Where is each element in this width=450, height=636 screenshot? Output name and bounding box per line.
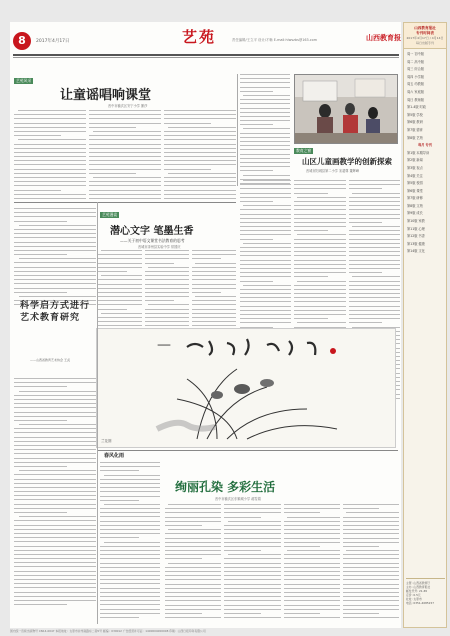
text-column (14, 110, 86, 200)
column-divider (97, 202, 98, 624)
sidebar-header (404, 23, 446, 49)
section-rule (98, 450, 398, 451)
story2-headline: 山区儿童画教学的创新探索 (302, 157, 392, 166)
classroom-photo-image (295, 75, 398, 144)
editor-line: 责任编辑/王立平 设计/才畅 E-mail:hlwszbs@163.com (232, 38, 318, 42)
newspaper-logo: 山西教育报 (366, 33, 401, 42)
story2-tag: 教育之窗 (296, 148, 312, 153)
story1-byline: 晋中市榆次区安宁小学 暴莎 (108, 104, 148, 108)
sidebar-footer-line: 主办: 山西教育报社 (406, 585, 431, 589)
text-column (164, 110, 236, 200)
story4-headline: 绚丽孔染 多彩生活 (175, 480, 276, 494)
text-column (343, 504, 399, 622)
text-column (192, 250, 236, 326)
issue-date: 2017年4月17日 (36, 39, 70, 44)
text-column (89, 110, 161, 200)
column-divider (237, 74, 238, 186)
sidebar-item: 第4版 关注 (407, 173, 423, 178)
sidebar-item: 周二 高中版 (407, 59, 424, 64)
story1-body-end (14, 378, 96, 618)
sidebar-note: 每日出版专刊 (415, 40, 434, 45)
sidebar-list (404, 49, 446, 258)
sidebar-dates: 2017年4月17日 / 4月14日 (406, 36, 444, 40)
sidebar-item: 第12版 书香 (407, 234, 425, 239)
sidebar-item: 第3版 视点 (407, 165, 423, 170)
sidebar-item: 第5版 校园 (407, 181, 423, 186)
sidebar-item: 第13版 健康 (407, 241, 425, 246)
sidebar-item: 周日 教师版 (407, 97, 424, 102)
sidebar-category: 每月 专刊 (418, 143, 432, 148)
text-column (98, 250, 142, 326)
story3-byline: 晋城市泽州县实验中学 常国庆 (138, 245, 181, 249)
sidebar-footer-line: 电话: 0351-4085157 (406, 601, 435, 605)
painting-caption: 兰花图 (101, 439, 112, 443)
text-column (165, 504, 221, 622)
section-rule (14, 202, 236, 203)
header-rule-thin (13, 57, 399, 58)
story3-headline: 潜心文字 笔墨生香 (110, 226, 194, 237)
sidebar-item: 第8版 艺苑 (407, 135, 423, 140)
page-footer: 国内统一连续出版物号 CN14-0047 本报地址：太原市并州南路东二巷5号 邮编：030012 广告经营许可证：1400004000008 印刷：山西日报印务有限公司 (10, 629, 206, 633)
sidebar-item: 周五 幼教版 (407, 82, 424, 87)
calligraphy-artwork (14, 292, 96, 372)
sidebar-item: 第8版 文苑 (407, 203, 423, 208)
story2-body-top (240, 74, 290, 186)
newspaper-page (10, 22, 401, 628)
sidebar-item: 第11版 心理 (407, 226, 425, 231)
text-column (284, 504, 340, 622)
page-number-badge: 8 (13, 32, 31, 50)
sidebar-item: 第6版 教研 (407, 120, 423, 125)
text-column (145, 250, 189, 326)
sidebar-schedule (403, 22, 447, 628)
sidebar-item: 周一 初中版 (407, 52, 424, 56)
sidebar-footer-line: 邮发代号: 21-65 (406, 589, 428, 593)
sidebar-item: 第14版 文化 (407, 249, 425, 254)
sidebar-footer-line: 社址: 太原市 (406, 597, 422, 601)
sidebar-title: 山西教育报社 (414, 26, 436, 30)
story2-byline: 晋城市阳城县第二小学 宋超尊 董辉峰 (306, 169, 360, 173)
sidebar-item: 第10版 家教 (407, 219, 425, 224)
story1-tag: 艺苑风采 (16, 78, 32, 83)
poem-body (100, 462, 160, 622)
sidebar-item: 第1-4版 时政 (407, 105, 426, 110)
text-column (224, 504, 280, 622)
calligraphy-author: ——山西省教育艺术协会 王贞 (30, 358, 70, 362)
svg-text:—: — (157, 337, 171, 353)
story3-body (98, 250, 236, 326)
sidebar-item: 第9版 成长 (407, 211, 423, 216)
text-column (14, 378, 96, 618)
text-column (240, 74, 290, 186)
header-rule (13, 54, 399, 56)
sidebar-footer-line: 主管: 山西省教育厅 (406, 581, 431, 585)
sidebar-subtitle: 专刊时间表 (416, 31, 434, 35)
classroom-photo (294, 74, 398, 144)
story4-byline: 晋中市榆次区东顺城小学 郝雪娟 (215, 497, 261, 501)
story3-subhead: ——关于初中语文课堂书法教育的思考 (120, 238, 185, 243)
sidebar-item: 周三 综合版 (407, 67, 424, 72)
sidebar-item: 第6版 课堂 (407, 188, 423, 193)
sidebar-item: 周四 小学版 (407, 74, 424, 79)
sidebar-footer-line: 定价: 0.5元 (406, 593, 421, 597)
story4-body (165, 504, 399, 622)
orchid-painting-image (97, 329, 396, 448)
poem-title: 春风化雨 (104, 453, 125, 459)
story1-body-top (14, 110, 236, 200)
text-column (100, 462, 160, 622)
story3-tag: 艺苑漫谈 (102, 212, 118, 217)
sidebar-item: 第7版 研修 (407, 196, 423, 201)
section-title: 艺苑 (182, 28, 217, 46)
sidebar-footer (406, 578, 445, 605)
sidebar-item: 第1版 本期导读 (407, 150, 430, 155)
sidebar-item: 第5版 学校 (407, 112, 423, 117)
page-header (10, 22, 401, 70)
sidebar-item: 第7版 德育 (407, 127, 423, 132)
orchid-painting (96, 328, 396, 448)
calligraphy-text: 科学启方式进行艺术教育研究 (20, 301, 91, 323)
sidebar-item: 周六 家庭版 (407, 89, 424, 94)
sidebar-item: 第2版 新闻 (407, 158, 423, 163)
story1-headline: 让童谣唱响课堂 (60, 88, 152, 103)
